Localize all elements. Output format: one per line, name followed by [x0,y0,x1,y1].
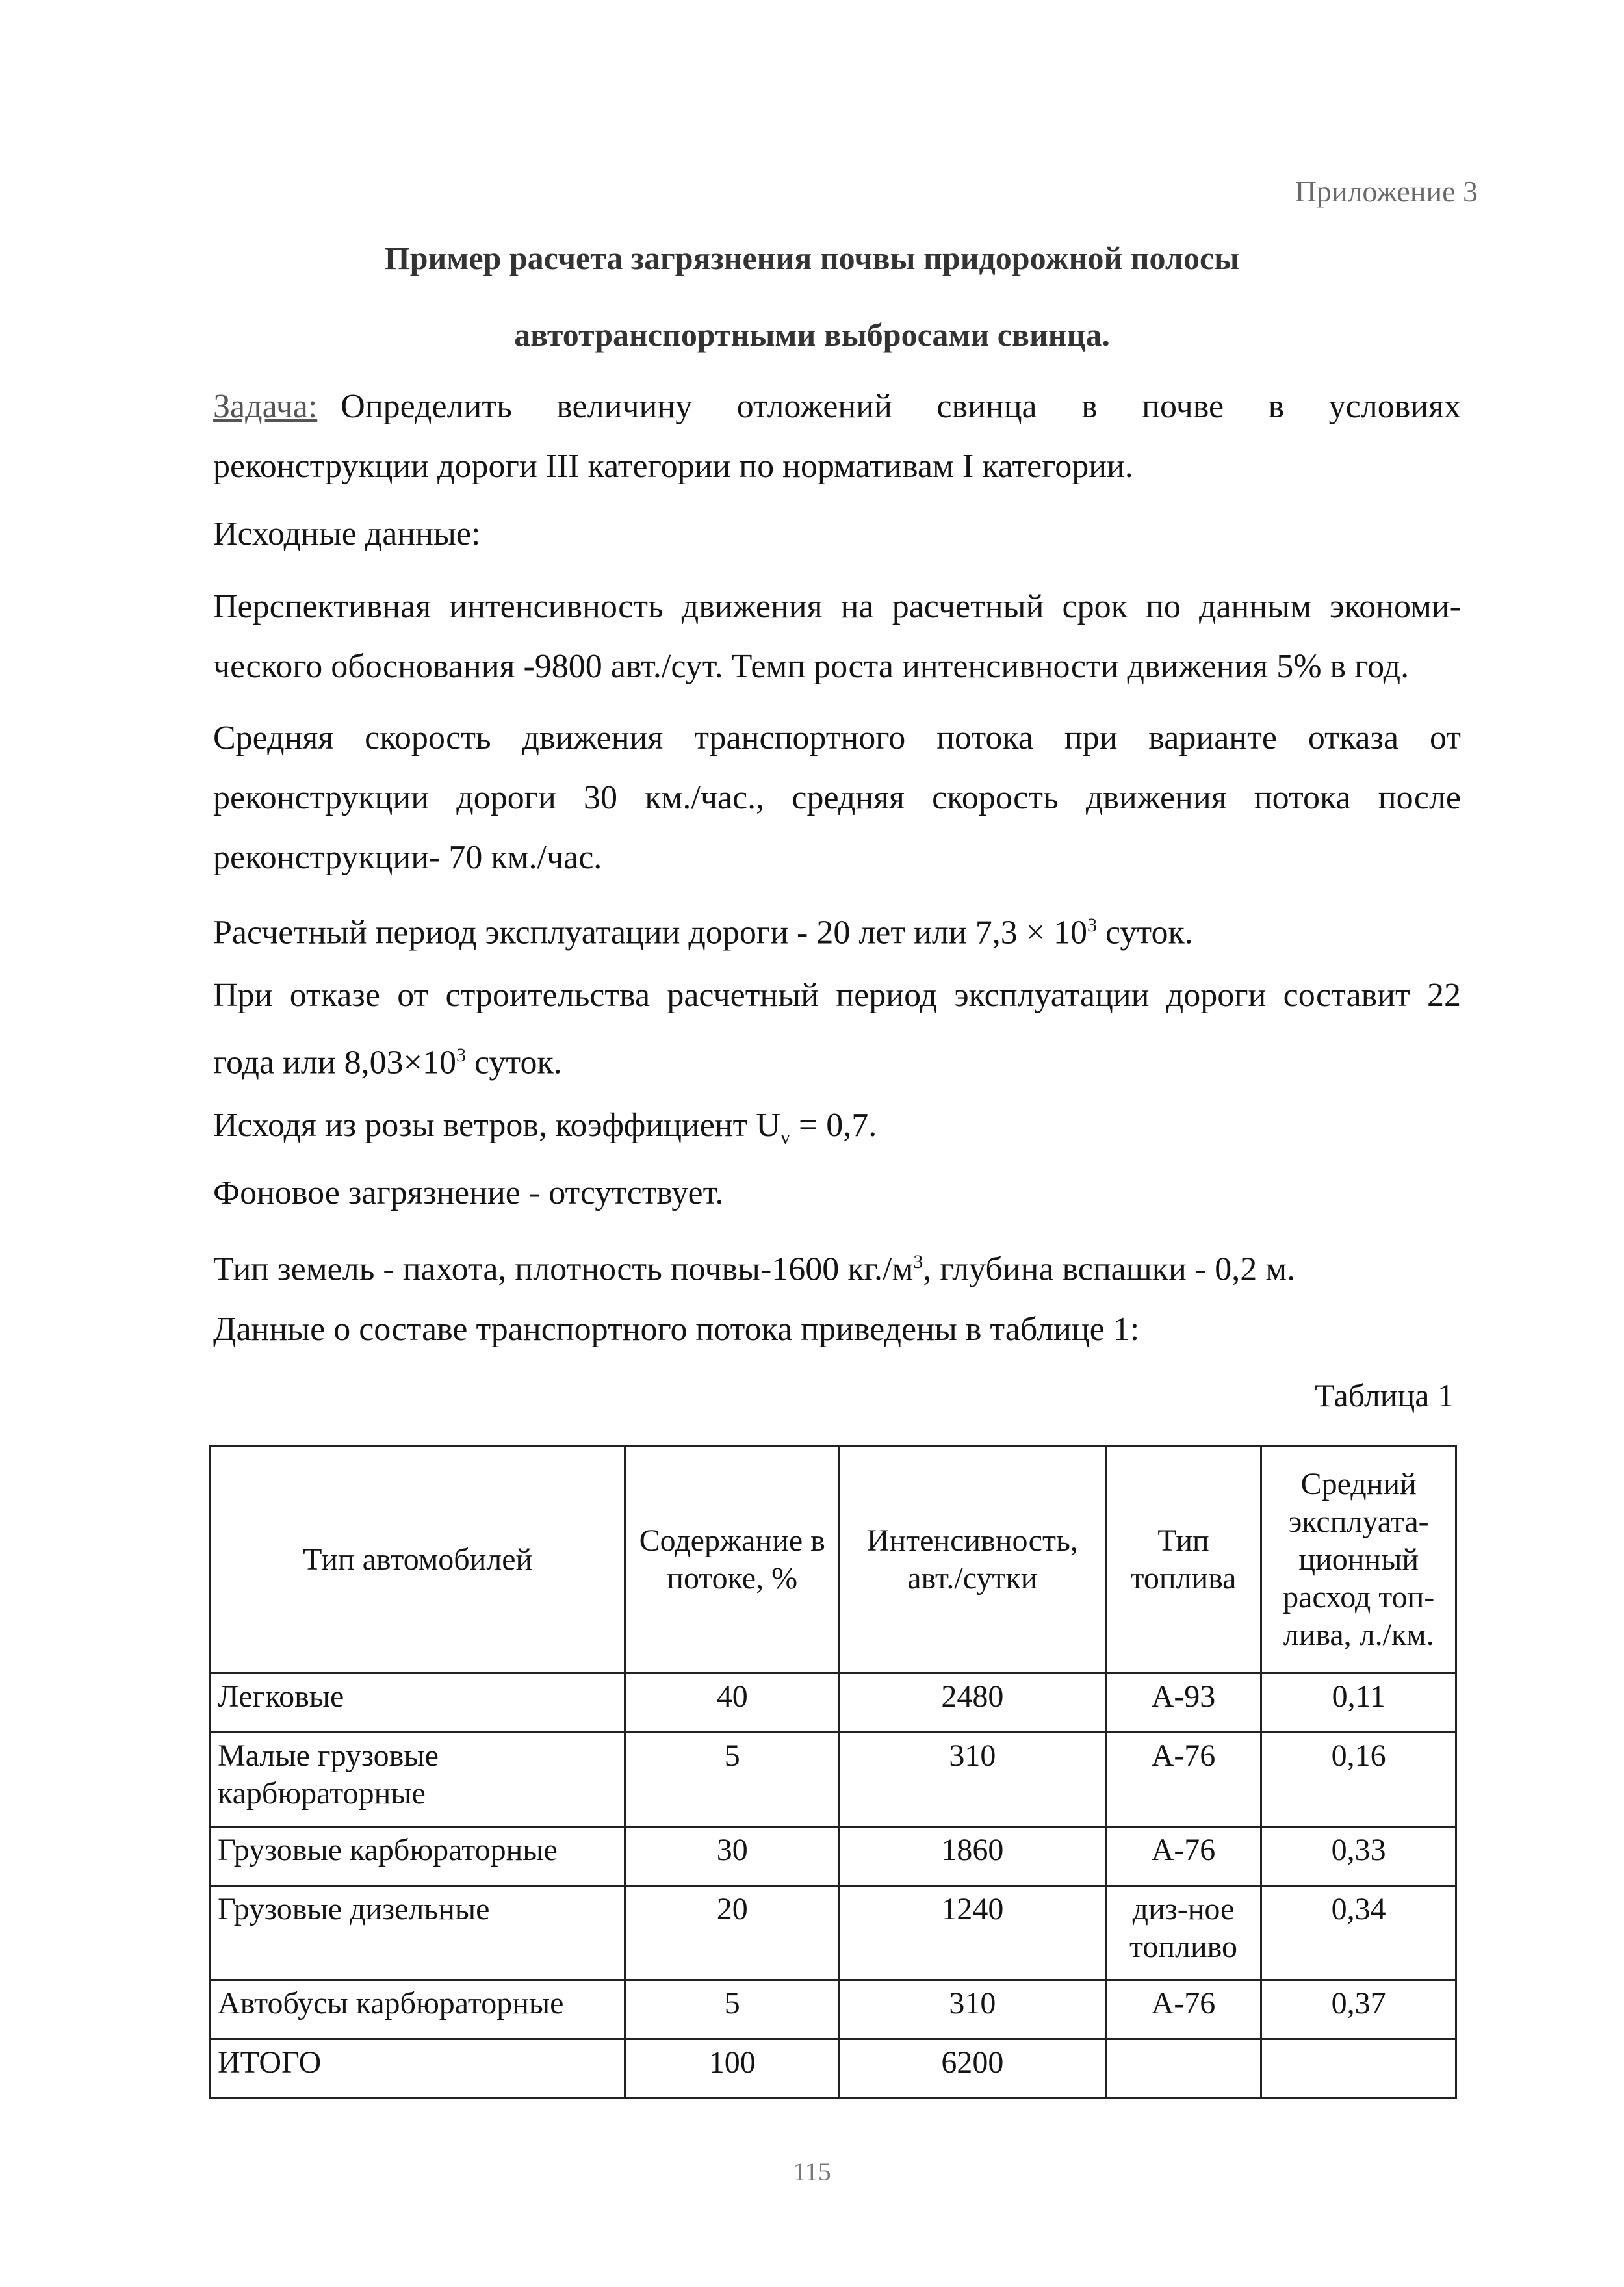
header-fuel-consumption: Средний эксплуата-ционный расход топ-лива, л./км. [1261,1447,1456,1673]
paragraph-wind [213,1096,1461,1167]
cell-vehicle-type: Грузовые дизельные [211,1886,625,1980]
cell-share: 5 [625,1980,840,2039]
task-label: Задача: [213,388,318,425]
header-share: Содержание в потоке, % [625,1447,840,1673]
period-exponent: 3 [1087,914,1098,936]
table-row [211,1673,1456,1733]
task-line1 [213,377,1461,437]
soil-exponent: 3 [913,1251,923,1273]
paragraph-period [213,896,1461,963]
speed-line2: реконструкции дороги 30 км./час., средняя скорость движения потока после [213,779,1461,816]
paragraph-background: Фоновое загрязнение - отсутствует. [213,1174,724,1211]
table-row [211,1827,1456,1886]
cell-share: 20 [625,1886,840,1980]
intensity-line2: ческого обоснования -9800 авт./сут. Темп роста интенсивности движения 5% в год. [213,648,1410,685]
cell-total-fuel-consumption [1261,2039,1456,2099]
soil-text: Тип земель - пахота, плотность почвы-1600 кг./м [213,1250,914,1288]
cell-fuel-consumption: 0,11 [1261,1673,1456,1733]
cell-vehicle-type: Грузовые карбюраторные [211,1827,625,1886]
cell-share: 5 [625,1733,840,1827]
transport-table [209,1445,1457,2099]
cell-intensity: 1240 [840,1886,1106,1980]
table-total-row [211,2039,1456,2099]
initial-data-heading: Исходные данные: [213,515,481,552]
appendix-label: Приложение 3 [1295,175,1478,208]
period-text: Расчетный период эксплуатации дороги - 20 лет или 7,3 × 10 [213,914,1088,951]
paragraph-speed [213,708,1461,888]
task-text-line2: реконструкции дороги III категории по нормативам I категории. [213,448,1133,485]
task-paragraph [213,377,1461,497]
cell-fuel-type: А-76 [1105,1827,1261,1886]
header-intensity: Интенсивность, авт./сутки [840,1447,1106,1673]
paragraph-intensity [213,577,1461,697]
intensity-line1: Перспективная интенсивность движения на расчетный срок по данным экономи- [213,588,1461,625]
period-text-end: суток. [1097,914,1193,951]
soil-text-end: , глубина вспашки - 0,2 м. [923,1250,1296,1288]
cell-intensity: 310 [840,1980,1106,2039]
header-fuel-type: Тип топлива [1105,1447,1261,1673]
table-row [211,1980,1456,2039]
cell-total-intensity: 6200 [840,2039,1106,2099]
table-row [211,1886,1456,1980]
table-row [211,1733,1456,1827]
refusal-exponent: 3 [456,1044,467,1066]
cell-fuel-consumption: 0,33 [1261,1827,1456,1886]
cell-share: 40 [625,1673,840,1733]
cell-total-fuel-type [1105,2039,1261,2099]
cell-fuel-type: А-93 [1105,1673,1261,1733]
cell-vehicle-type: Легковые [211,1673,625,1733]
header-vehicle-type: Тип автомобилей [211,1447,625,1673]
cell-total-share: 100 [625,2039,840,2099]
refusal-line2 [213,1026,1461,1092]
cell-vehicle-type: Малые грузовые карбюраторные [211,1733,625,1827]
cell-fuel-type: А-76 [1105,1980,1261,2039]
cell-vehicle-type: Автобусы карбюраторные [211,1980,625,2039]
speed-line1: Средняя скорость движения транспортного потока при варианте отказа от [213,719,1461,756]
document-title-line1: Пример расчета загрязнения почвы придорожной полосы [384,240,1240,276]
wind-subscript: v [780,1126,790,1148]
refusal-line1: При отказе от строительства расчетный период эксплуатации дороги составит 22 [213,977,1461,1014]
cell-fuel-consumption: 0,34 [1261,1886,1456,1980]
cell-intensity: 310 [840,1733,1106,1827]
document-title-line2: автотранспортными выбросами свинца. [514,317,1110,353]
cell-fuel-type: диз-ное топливо [1105,1886,1261,1980]
speed-line3: реконструкции- 70 км./час. [213,839,602,876]
page-number: 115 [793,2157,831,2186]
table-header-row [211,1447,1456,1673]
refusal-line2-text: года или 8,03×10 [213,1044,457,1081]
task-text-line1: Определить величину отложений свинца в почве в условиях [341,388,1461,425]
table-caption: Таблица 1 [1315,1377,1454,1414]
wind-text: Исходя из розы ветров, коэффициент U [213,1107,780,1144]
refusal-line2-end: суток. [466,1044,562,1081]
cell-intensity: 2480 [840,1673,1106,1733]
paragraph-refusal [213,966,1461,1092]
wind-value: = 0,7. [790,1107,877,1144]
cell-fuel-type: А-76 [1105,1733,1261,1827]
cell-fuel-consumption: 0,37 [1261,1980,1456,2039]
paragraph-table-intro: Данные о составе транспортного потока приведены в таблице 1: [213,1311,1140,1348]
cell-total-label: ИТОГО [211,2039,625,2099]
paragraph-soil [213,1232,1461,1299]
cell-fuel-consumption: 0,16 [1261,1733,1456,1827]
cell-intensity: 1860 [840,1827,1106,1886]
cell-share: 30 [625,1827,840,1886]
